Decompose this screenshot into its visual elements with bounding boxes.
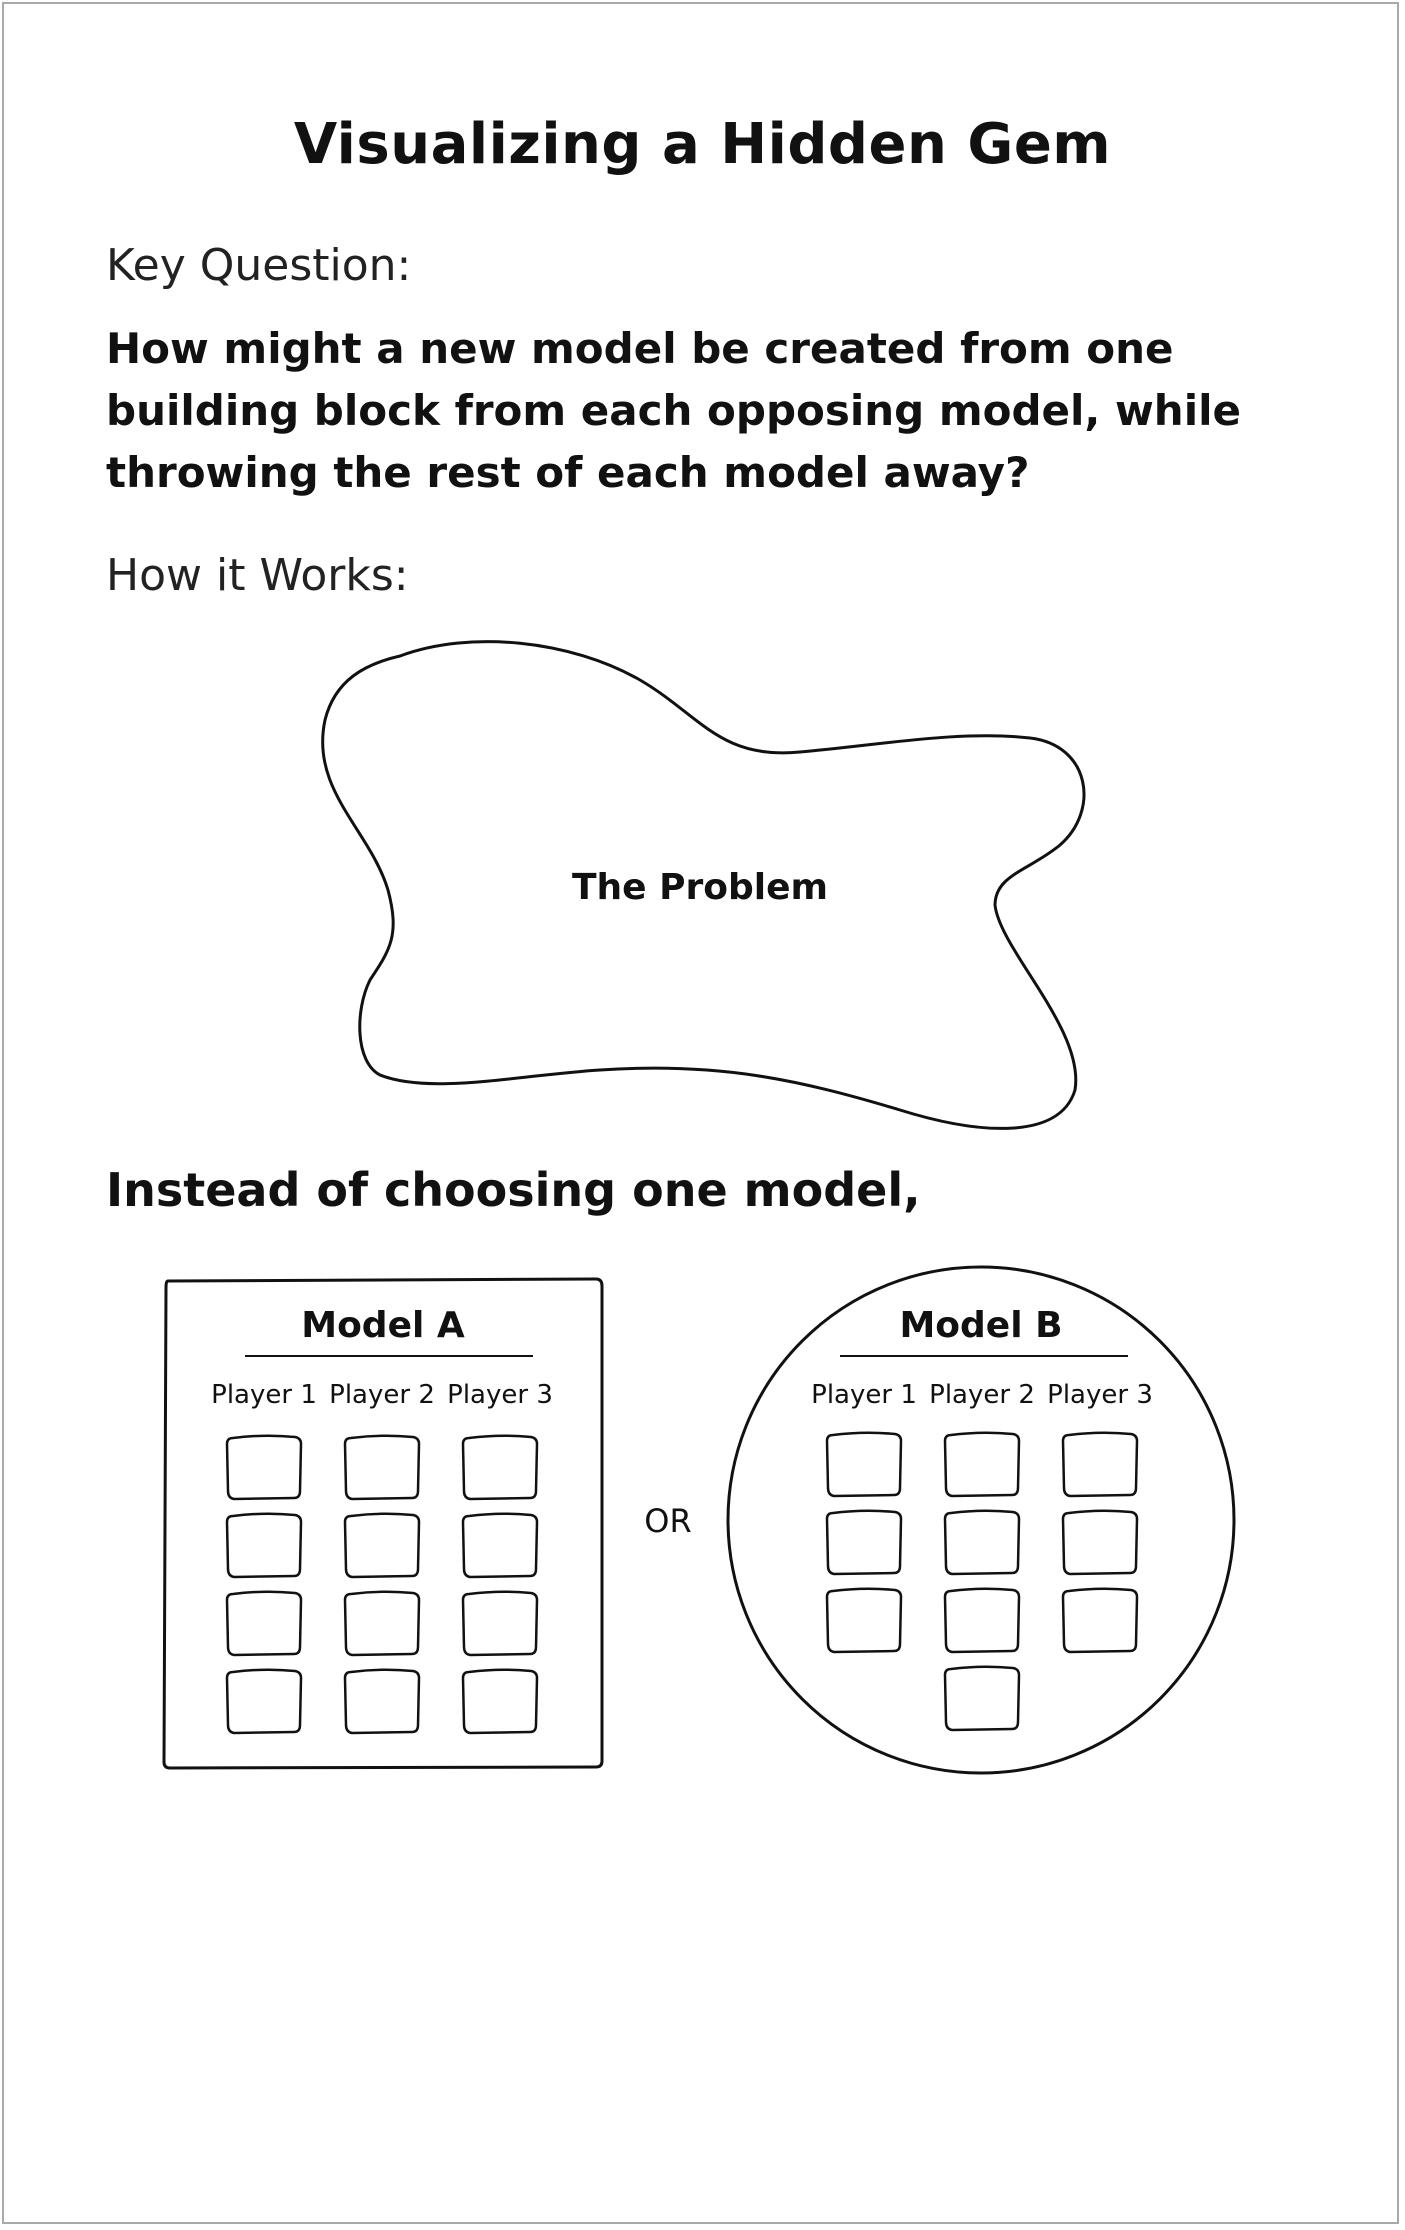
model-b-title: Model B xyxy=(899,1305,1063,1346)
model-a-player-label: Player 1 xyxy=(211,1380,317,1410)
model-b-blocks xyxy=(827,1433,1137,1730)
model-a-player-label: Player 3 xyxy=(447,1380,553,1410)
model-a-title: Model A xyxy=(301,1305,465,1346)
instead-text: Instead of choosing one model, xyxy=(106,1163,921,1217)
model-a-building-block xyxy=(345,1592,419,1655)
model-a-building-block xyxy=(463,1592,537,1655)
model-a-building-block xyxy=(463,1514,537,1577)
model-a-building-block xyxy=(345,1436,419,1499)
model-b-building-block xyxy=(827,1589,901,1652)
model-a-player-label: Player 2 xyxy=(329,1380,435,1410)
model-a-building-block xyxy=(227,1514,301,1577)
model-b-building-block xyxy=(1063,1589,1137,1652)
model-b-building-block xyxy=(945,1511,1019,1574)
how-it-works-label: How it Works: xyxy=(106,550,409,601)
model-a-building-block xyxy=(227,1436,301,1499)
model-b-building-block xyxy=(827,1511,901,1574)
model-a-building-block xyxy=(345,1514,419,1577)
model-a-players xyxy=(211,1380,553,1410)
model-b-player-label: Player 2 xyxy=(929,1380,1035,1410)
problem-label: The Problem xyxy=(571,867,829,908)
model-b-building-block xyxy=(1063,1433,1137,1496)
model-a-blocks xyxy=(227,1436,537,1733)
model-a-building-block xyxy=(227,1670,301,1733)
model-b-players xyxy=(811,1380,1153,1410)
model-b-building-block xyxy=(827,1433,901,1496)
model-a-building-block xyxy=(345,1670,419,1733)
model-a-building-block xyxy=(463,1670,537,1733)
model-b-building-block xyxy=(945,1589,1019,1652)
model-b-player-label: Player 3 xyxy=(1047,1380,1153,1410)
model-a-building-block xyxy=(227,1592,301,1655)
model-a-building-block xyxy=(463,1436,537,1499)
model-b-building-block xyxy=(945,1667,1019,1730)
key-question-label: Key Question: xyxy=(106,240,412,291)
key-question-text: How might a new model be created from one building block from each opposing model, while throwing the rest of each model away? xyxy=(106,324,1241,497)
or-label: OR xyxy=(644,1502,692,1540)
model-b-building-block xyxy=(1063,1511,1137,1574)
model-b-building-block xyxy=(945,1433,1019,1496)
model-b-player-label: Player 1 xyxy=(811,1380,917,1410)
page-title: Visualizing a Hidden Gem xyxy=(293,112,1112,177)
